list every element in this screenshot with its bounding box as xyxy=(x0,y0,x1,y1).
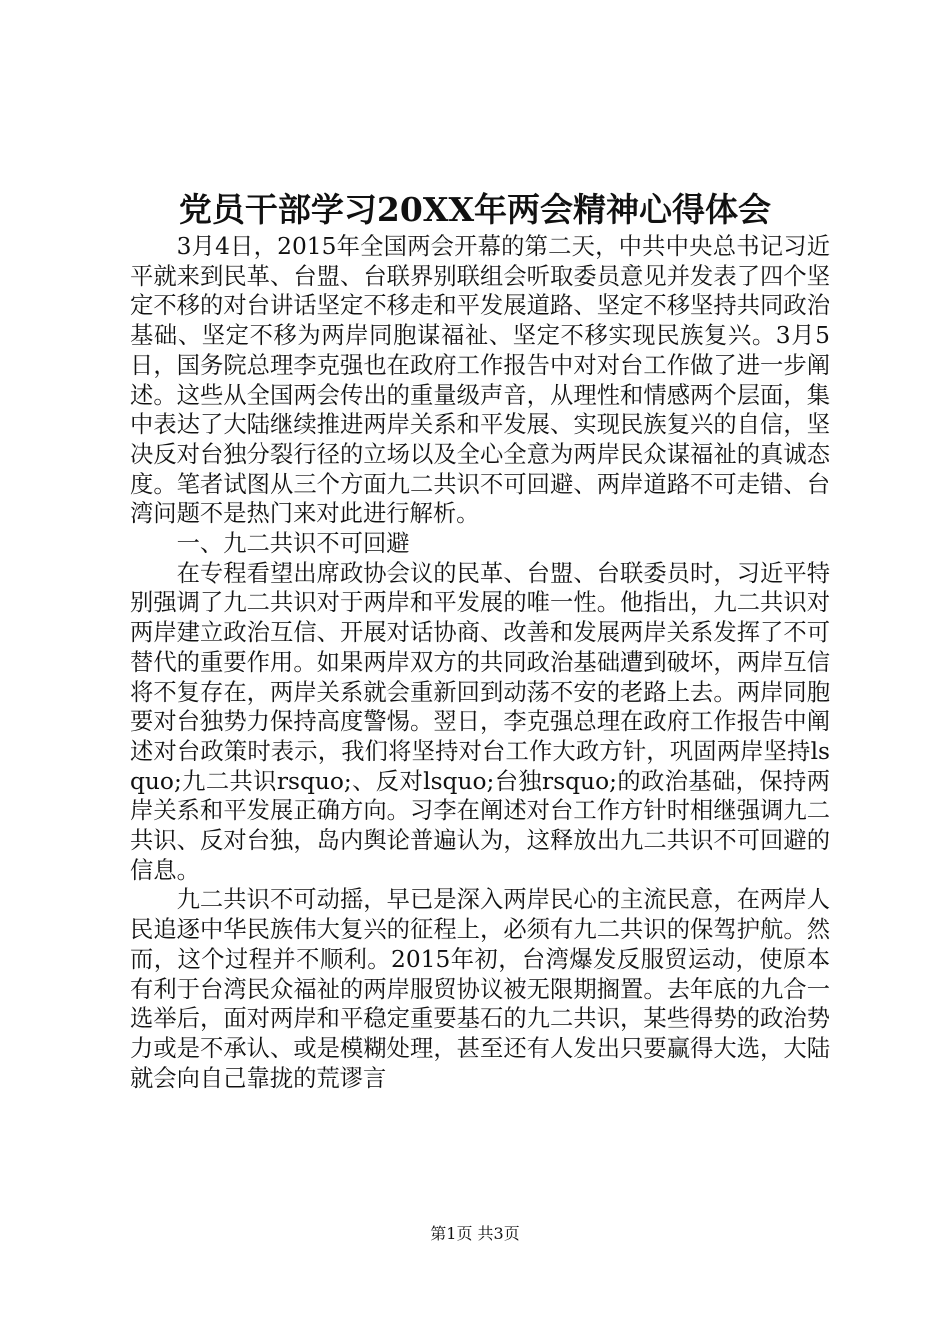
paragraph-intro: 3月4日，2015年全国两会开幕的第二天，中共中央总书记习近平就来到民革、台盟、台联界别联组会听取委员意见并发表了四个坚定不移的对台讲话坚定不移走和平发展道路、坚定不移坚持共同政治基础、坚定不移为两岸同胞谋福祉、坚定不移实现民族复兴。3月5日，国务院总理李克强也在政府工作报告中对对台工作做了进一步阐述。这些从全国两会传出的重量级声音，从理性和情感两个层面，集中表达了大陆继续推进两岸关系和平发展、实现民族复兴的自信，坚决反对台独分裂行径的立场以及全心全意为两岸民众谋福祉的真诚态度。笔者试图从三个方面九二共识不可回避、两岸道路不可走错、台湾问题不是热门来对此进行解析。 xyxy=(130,233,830,528)
paragraph-section1-b: 九二共识不可动摇，早已是深入两岸民心的主流民意，在两岸人民追逐中华民族伟大复兴的征程上，必须有九二共识的保驾护航。然而，这个过程并不顺利。2015年初，台湾爆发反服贸运动，使原本有利于台湾民众福祉的两岸服贸协议被无限期搁置。去年底的九合一选举后，面对两岸和平稳定重要基石的九二共识，某些得势的政治势力或是不承认、或是模糊处理，甚至还有人发出只要赢得大选，大陆就会向自己靠拢的荒谬言 xyxy=(130,886,830,1092)
paragraph-section1-a: 在专程看望出席政协会议的民革、台盟、台联委员时，习近平特别强调了九二共识对于两岸和平发展的唯一性。他指出，九二共识对两岸建立政治互信、开展对话协商、改善和发展两岸关系发挥了不可替代的重要作用。如果两岸双方的共同政治基础遭到破坏，两岸互信将不复存在，两岸关系就会重新回到动荡不安的老路上去。两岸同胞要对台独势力保持高度警惕。翌日，李克强总理在政府工作报告中阐述对台政策时表示，我们将坚持对台工作大政方针，巩固两岸坚持lsquo;九二共识rsquo;、反对lsquo;台独rsquo;的政治基础，保持两岸关系和平发展正确方向。习李在阐述对台工作方针时相继强调九二共识、反对台独，岛内舆论普遍认为，这释放出九二共识不可回避的信息。 xyxy=(130,559,830,884)
document-body xyxy=(130,232,830,1093)
document-title: 党员干部学习20XX年两会精神心得体会 xyxy=(178,190,772,229)
section-heading-1: 一、九二共识不可回避 xyxy=(176,530,410,558)
page-footer: 第1页 共3页 xyxy=(430,1224,520,1243)
